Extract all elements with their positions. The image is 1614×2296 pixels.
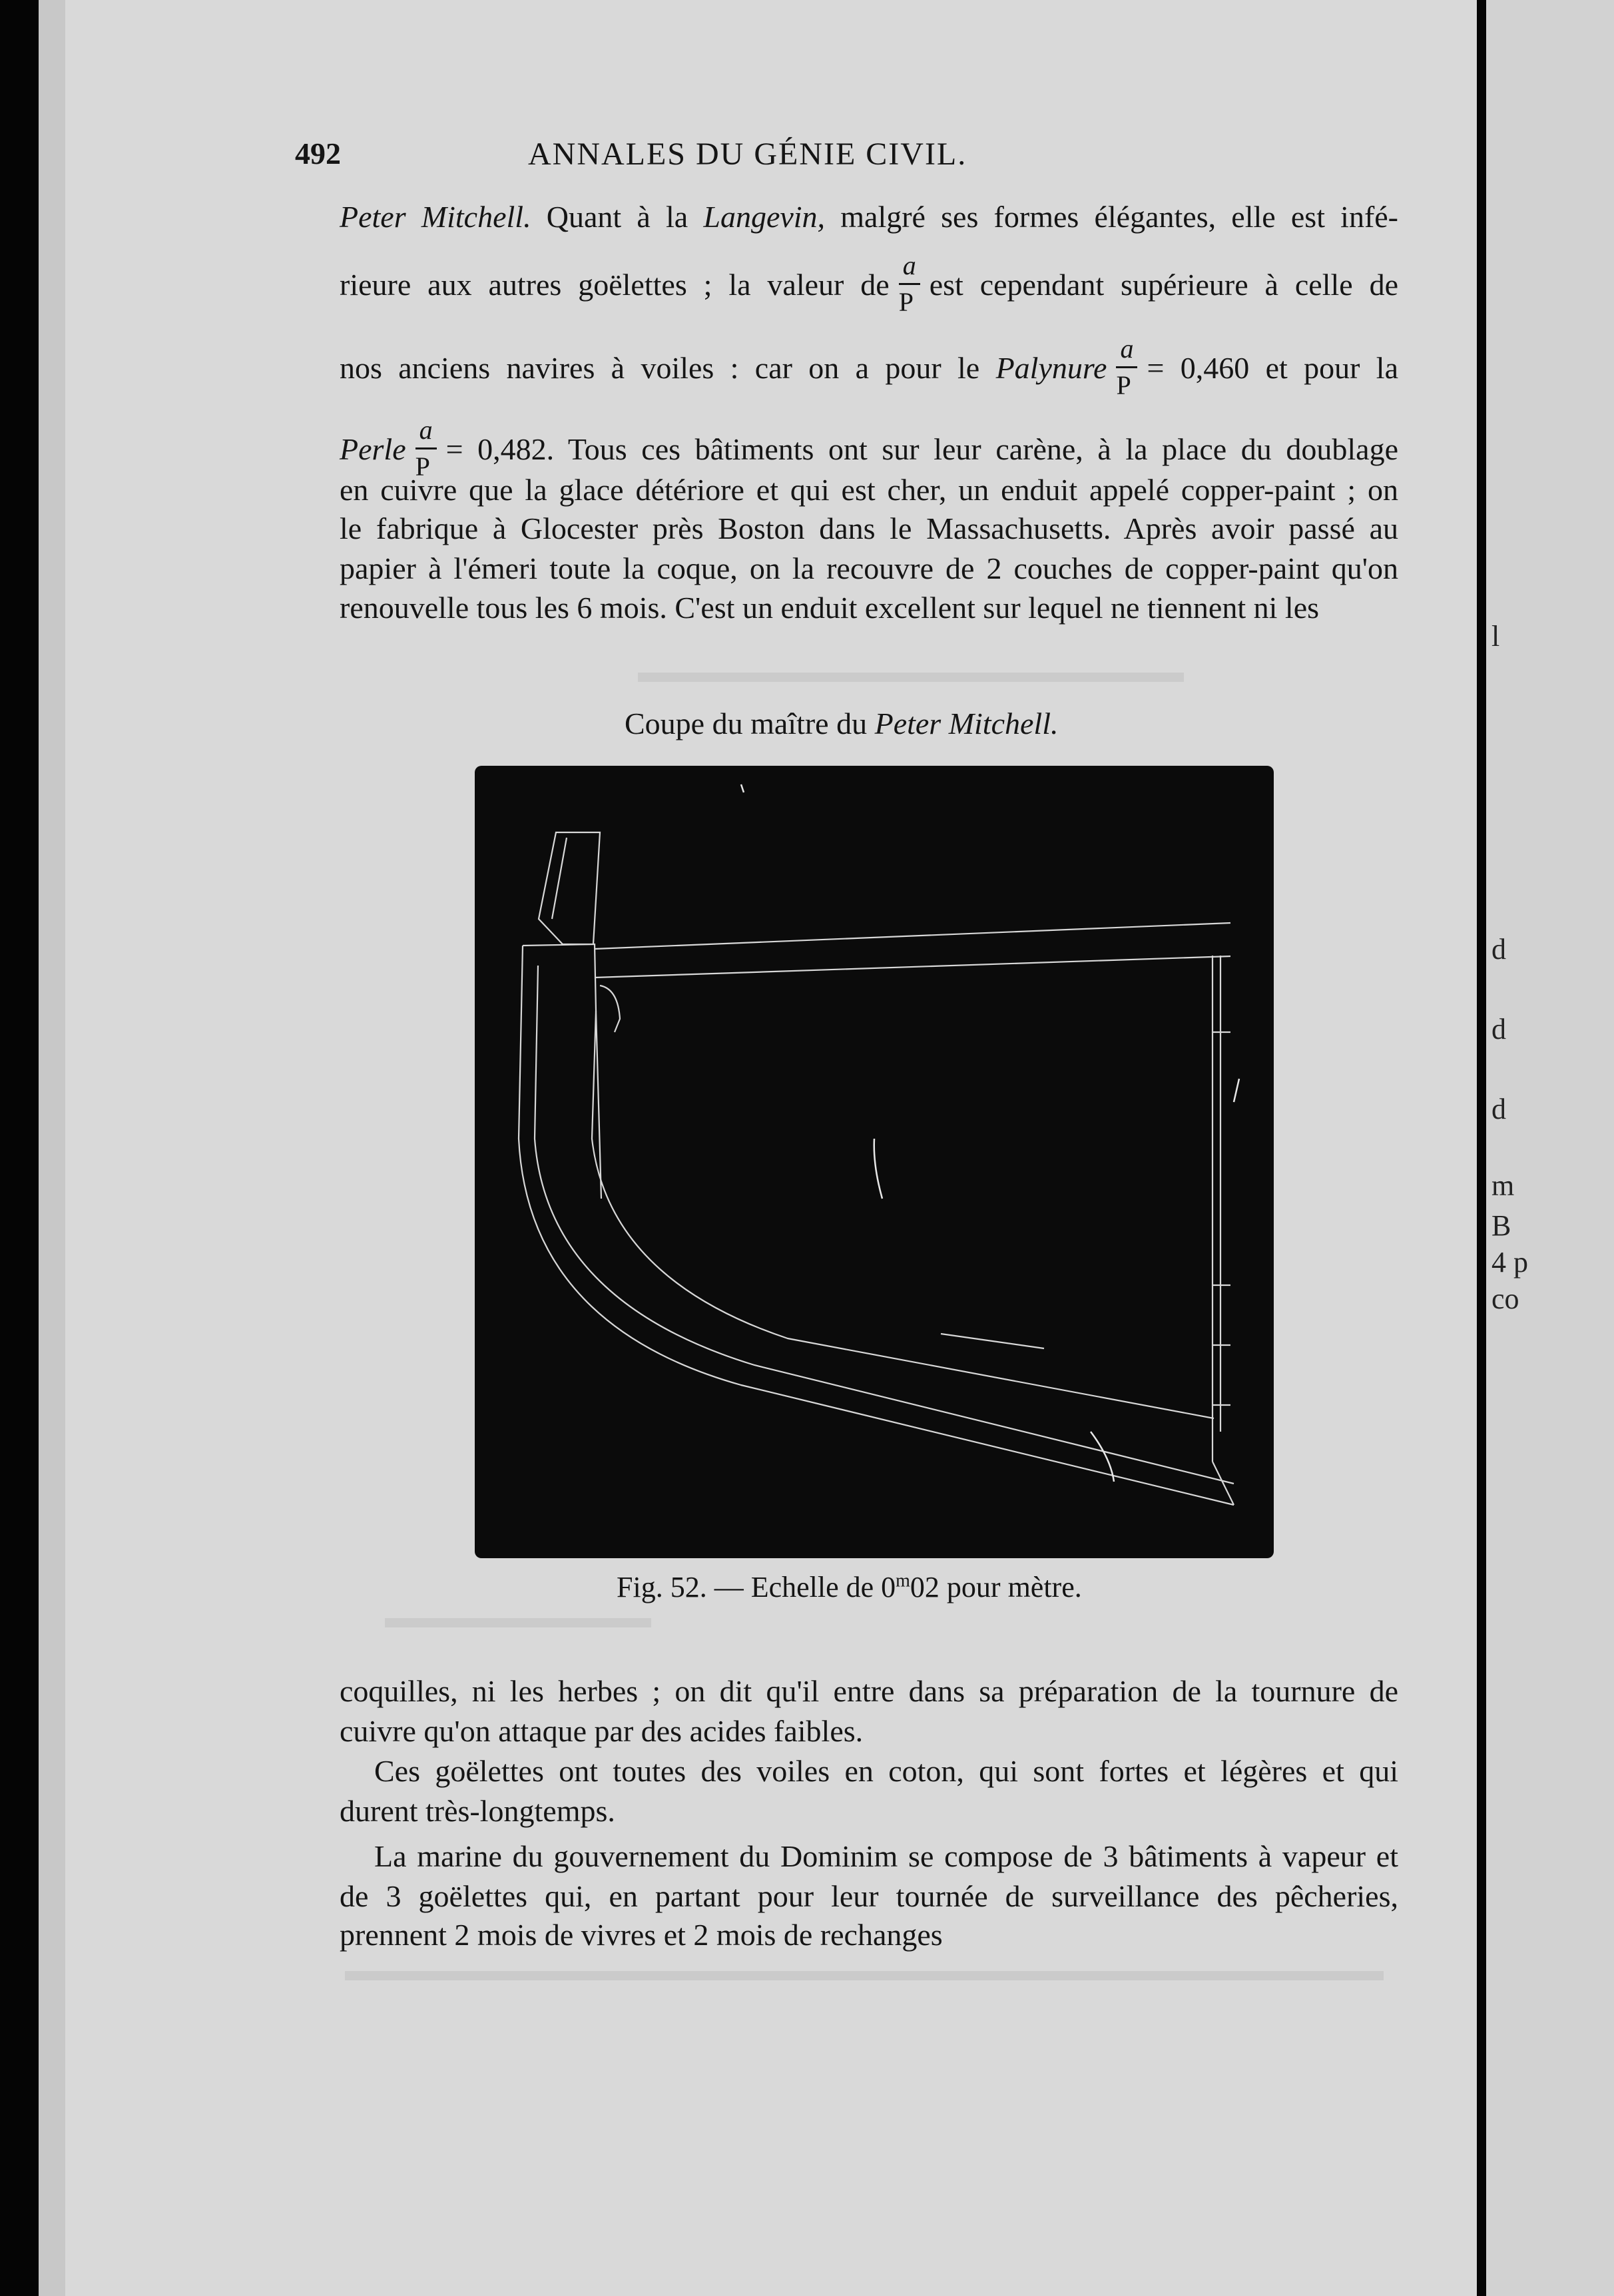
adjacent-page-fragment: m xyxy=(1491,1169,1515,1202)
text-line: durent très-longtemps. xyxy=(340,1794,615,1828)
adjacent-page-fragment: co xyxy=(1491,1283,1519,1315)
adjacent-page-fragment: B xyxy=(1491,1209,1511,1242)
text-line: coquilles, ni les herbes ; on dit qu'il entre dans sa préparation de la tournure de xyxy=(340,1674,1398,1708)
text-line: Ces goëlettes ont toutes des voiles en coton, qui sont fortes et légères et qui xyxy=(374,1754,1398,1788)
text-line: rieure aux autres goëlettes ; la valeur de $\frac{a}{P}$ est cependant supérieure à celle de xyxy=(340,250,1398,317)
bleed-through xyxy=(385,1618,651,1627)
scanned-page xyxy=(39,0,1477,2296)
text-line: Perle $\frac{a}{P}$ = 0,482. Tous ces bâtiments ont sur leur carène, à la place du doublage xyxy=(340,415,1398,481)
italic-name: Palynure xyxy=(995,351,1107,386)
adjacent-page-strip xyxy=(1486,0,1614,2296)
text-line: papier à l'émeri toute la coque, on la recouvre de 2 couches de copper-paint qu'on xyxy=(340,551,1398,585)
adjacent-page-fragment: 4 p xyxy=(1491,1246,1528,1279)
adjacent-page-fragment: d xyxy=(1491,1093,1506,1125)
text-line: cuivre qu'on attaque par des acides faibles. xyxy=(340,1714,864,1748)
italic-name: Peter Mitchell. xyxy=(340,200,531,234)
text-line: le fabrique à Glocester près Boston dans le Massachusetts. Après avoir passé au xyxy=(340,511,1398,545)
text-line: de 3 goëlettes qui, en partant pour leur tournée de surveillance des pêcheries, xyxy=(340,1879,1398,1913)
text-line: nos anciens navires à voiles : car on a pour le Palynure $\frac{a}{P}$ = 0,460 et pour la xyxy=(340,334,1398,400)
page-number: 492 xyxy=(295,137,341,170)
text-line: renouvelle tous les 6 mois. C'est un enduit excellent sur lequel ne tiennent ni les xyxy=(340,591,1320,625)
adjacent-page-fragment: l xyxy=(1491,620,1500,653)
bleed-through xyxy=(638,673,1184,682)
adjacent-page-fragment: d xyxy=(1491,933,1506,966)
figure-plate xyxy=(475,766,1274,1558)
bleed-through xyxy=(345,1971,1384,1980)
text-line: La marine du gouvernement du Dominim se compose de 3 bâtiments à vapeur et xyxy=(374,1839,1398,1873)
hull-section-drawing xyxy=(475,766,1274,1558)
page-edge xyxy=(39,0,65,2296)
text-line: en cuivre que la glace détériore et qui est cher, un enduit appelé copper-paint ; on xyxy=(340,473,1398,507)
text-line: Peter Mitchell. Quant à la Langevin, malgré ses formes élégantes, elle est infé- xyxy=(340,200,1398,234)
fraction: $\frac{a}{P}$ xyxy=(415,417,437,480)
running-title: ANNALES DU GÉNIE CIVIL. xyxy=(528,137,967,172)
italic-name: Perle xyxy=(340,432,406,467)
fraction: $\frac{a}{P}$ xyxy=(1116,336,1137,399)
adjacent-page-fragment: d xyxy=(1491,1013,1506,1045)
fraction: $\frac{a}{P}$ xyxy=(899,252,920,316)
running-header xyxy=(295,136,1420,176)
figure-title: Coupe du maître du Peter Mitchell. xyxy=(625,707,1059,740)
figure-caption: Fig. 52. — Echelle de 0$^m$02 pour mètre. xyxy=(617,1570,1082,1603)
italic-name: Langevin, xyxy=(703,200,826,234)
text-line: prennent 2 mois de vivres et 2 mois de rechanges xyxy=(340,1918,943,1952)
